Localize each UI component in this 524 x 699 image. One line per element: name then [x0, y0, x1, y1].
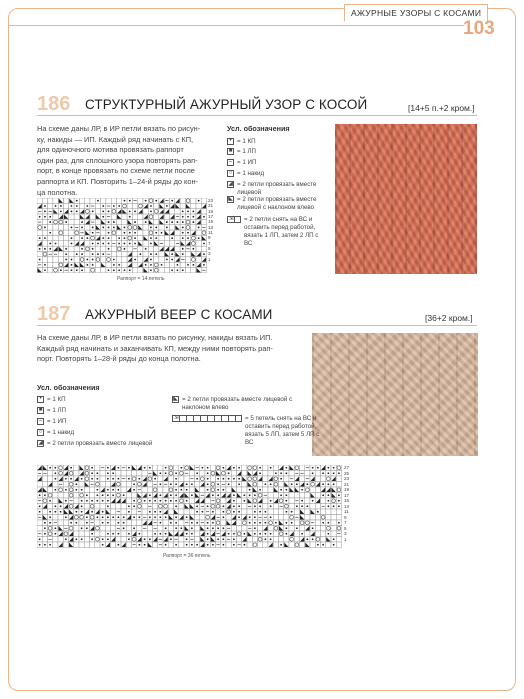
pattern-187-rule	[37, 325, 477, 326]
pattern-187-chart	[37, 465, 342, 550]
legend-186-item: ◢ = 2 петли провязать вместе лицевой	[228, 181, 317, 196]
pattern-187-swatch-photo	[312, 333, 478, 456]
ssk-icon: ◣	[228, 196, 233, 202]
pattern-187-row-numbers: 27 25 23 21 19 17 15 13 11 9 7 5 3 1	[344, 465, 350, 542]
pattern-187-description: На схеме даны ЛР, в ИР петли вязать по рисунку, накиды вязать ИП. Каждый ряд начинать и заканчивать КП, между ними повторять рап- порт. Повторять 1–28-й ряды до конца полотна.	[37, 333, 273, 364]
k2tog-icon: ◢	[228, 181, 233, 187]
pattern-187-repeat-label: Раппорт = 36 петель	[163, 553, 211, 559]
pattern-186-repeat-label: Раппорт = 14 петель	[117, 276, 165, 282]
legend-186-item: ◣ = 2 петли провязать вместе лицевой с наклоном влево	[228, 196, 317, 211]
yarn-over-icon: ○	[38, 429, 43, 435]
legend-187-item: • = 1 КП	[37, 396, 167, 404]
legend-186-item: ○ = 1 накид	[228, 170, 265, 177]
knit-stitch-icon: ■	[228, 148, 233, 154]
wrong-purl-icon: –	[228, 159, 233, 165]
pattern-187-stitch-count: [36+2 кром.]	[425, 313, 473, 323]
purl-stitch-icon: •	[227, 138, 234, 145]
cable-icon: ⇲	[172, 415, 242, 422]
ssk-icon: ◣	[173, 396, 178, 402]
pattern-187-number: 187	[37, 303, 71, 325]
legend-187-item: ■ = 1 ЛП	[38, 407, 67, 414]
pattern-186-chart	[37, 198, 207, 273]
pattern-186-description: На схеме даны ЛР, в ИР петли вязать по рисун- ку, накиды — ИП. Каждый ряд начинать с КП, для одиночного мотива провязать раппорт один раз, для сплошного узора повторять рап- порт, в конце провязать по схеме петли после раппорта и КП. Повторить 1–24-й ряды до кон- ца полотна.	[37, 124, 201, 197]
pattern-186-number: 186	[37, 93, 71, 115]
legend-186-item: – = 1 ИП	[228, 159, 257, 166]
running-title: АЖУРНЫЕ УЗОРЫ С КОСАМИ	[344, 4, 488, 21]
legend-187-item: ⇲ = 5 петель снять на ВС и оставить перед работой, вязать 5 ЛП, затем 5 ЛП с ВС	[173, 415, 320, 446]
pattern-186-title: СТРУКТУРНЫЙ АЖУРНЫЙ УЗОР С КОСОЙ	[85, 97, 368, 112]
wrong-purl-icon: –	[38, 418, 43, 424]
header-rule	[8, 25, 464, 26]
legend-187-item: ◢ = 2 петли провязать вместе лицевой	[38, 440, 153, 447]
k2tog-icon: ◢	[38, 440, 43, 446]
legend-186-item: • = 1 КП	[227, 138, 327, 146]
pattern-186-legend-title: Усл. обозначения	[227, 124, 290, 133]
yarn-over-icon: ○	[228, 170, 233, 176]
pattern-186-swatch-photo	[335, 124, 477, 274]
pattern-186-stitch-count: [14+5 п.+2 кром.]	[408, 103, 475, 113]
legend-186-item: ⇲ = 2 петли снять на ВС и оставить перед работой, вязать 1 ЛП, затем 2 ЛП с ВС	[228, 216, 319, 247]
pattern-187-title: АЖУРНЫЙ ВЕЕР С КОСАМИ	[85, 307, 273, 322]
legend-186-item: ■ = 1 ЛП	[228, 148, 257, 155]
pattern-186-row-numbers: 23 21 19 17 15 13 11 9 7 5 3 1	[208, 198, 214, 262]
pattern-187-legend-title: Усл. обозначения	[37, 383, 100, 392]
legend-187-item: ○ = 1 накид	[38, 429, 75, 436]
purl-stitch-icon: •	[37, 396, 44, 403]
cable-icon: ⇲	[227, 216, 241, 223]
legend-187-item: ◣ = 2 петли провязать вместе лицевой с наклоном влево	[173, 396, 293, 411]
page-number: 103	[463, 18, 495, 39]
legend-187-item: – = 1 ИП	[38, 418, 67, 425]
knit-stitch-icon: ■	[38, 407, 43, 413]
pattern-186-rule	[37, 115, 477, 116]
